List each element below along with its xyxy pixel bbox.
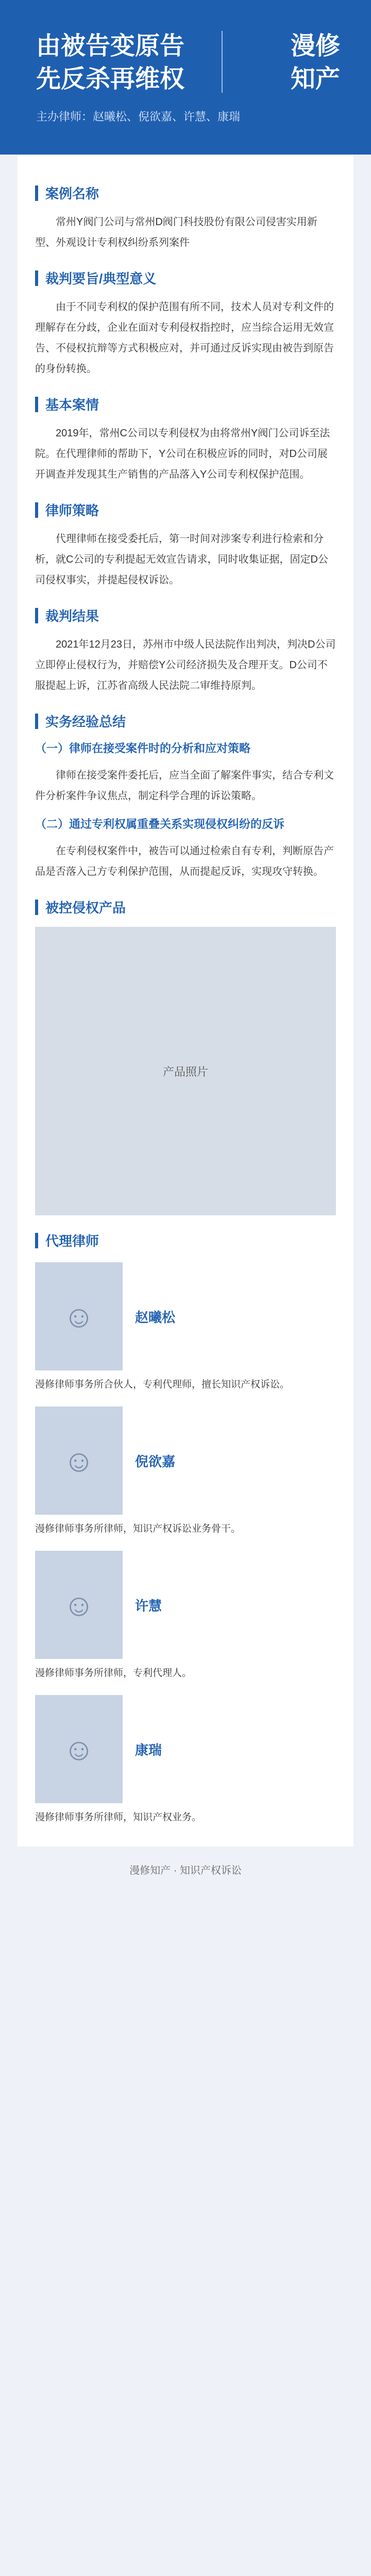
section-title: 实务经验总结 <box>45 714 126 730</box>
header-separator <box>222 31 223 93</box>
footer: 漫修知产 · 知识产权诉讼 <box>129 1865 242 1876</box>
lawyer-name: 许慧 <box>135 1598 162 1614</box>
meaning-text: 由于不同专利权的保护范围有所不同，技术人员对专利文件的理解存在分歧，企业在面对专利侵权指控时，应当综合运用无效宣告、不侵权抗辩等方式积极应对，并可通过反诉实现由被告到原告的身份转换。 <box>35 301 334 375</box>
section-bar <box>35 397 38 412</box>
lawyer-name: 倪欲嘉 <box>135 1453 176 1469</box>
section-photo <box>35 897 336 917</box>
section-title: 被控侵权产品 <box>45 900 126 916</box>
lawyer-desc: 漫修律师事务所律师，知识产权业务。 <box>35 1812 202 1823</box>
page-title <box>36 30 184 96</box>
section-title: 裁判要旨/典型意义 <box>45 271 157 286</box>
experience-subhead-2: （二）通过专利权属重叠关系实现侵权纠纷的反诉 <box>35 818 285 831</box>
photo-label: 产品照片 <box>162 1065 208 1078</box>
avatar: ☺ <box>35 1551 123 1659</box>
lawyer-card <box>35 1551 336 1659</box>
section-strategy <box>35 500 336 519</box>
avatar: ☺ <box>35 1262 123 1370</box>
lawyer-name: 康瑞 <box>135 1742 162 1758</box>
section-bar <box>35 270 38 286</box>
section-title: 案例名称 <box>45 186 99 201</box>
experience-text-2: 在专利侵权案件中，被告可以通过检索自有专利，判断原告产品是否落入己方专利保护范围，从而提起反诉，实现攻守转换。 <box>35 845 334 877</box>
strategy-text: 代理律师在接受委托后，第一时间对涉案专利进行检索和分析，就C公司的专利提起无效宣告请求，同时收集证据，固定D公司侵权事实，并提起侵权诉讼。 <box>35 533 328 586</box>
result-text: 2021年12月23日，苏州市中级人民法院作出判决，判决D公司立即停止侵权行为，并赔偿Y公司经济损失及合理开支。D公司不服提起上诉，江苏省高级人民法院二审维持原判。 <box>35 639 336 691</box>
section-bar <box>35 502 38 518</box>
section-experience <box>35 711 336 731</box>
lawyer-card <box>35 1406 336 1515</box>
section-basic <box>35 395 336 414</box>
experience-text-1: 律师在接受案件委托后，应当全面了解案件事实，结合专利文件分析案件争议焦点，制定科学合理的诉讼策略。 <box>35 770 334 802</box>
lawyer-name: 赵曦松 <box>135 1309 176 1325</box>
content-card <box>18 155 353 1846</box>
section-case-name <box>35 183 336 202</box>
section-bar <box>35 608 38 623</box>
section-bar <box>35 714 38 729</box>
section-bar <box>35 900 38 915</box>
brand-line-2: 知产 <box>290 65 340 93</box>
avatar: ☺ <box>35 1695 123 1803</box>
lawyer-desc: 漫修律师事务所律师，知识产权诉讼业务骨干。 <box>35 1523 241 1534</box>
section-lawyers <box>35 1231 336 1250</box>
case-name-text: 常州Y阀门公司与常州D阀门科技股份有限公司侵害实用新型、外观设计专利权纠纷系列案件 <box>35 216 317 248</box>
experience-subhead-1: （一）律师在接受案件时的分析和应对策略 <box>35 742 251 755</box>
section-title: 代理律师 <box>45 1233 99 1249</box>
title-line-2: 先反杀再维权 <box>36 65 185 93</box>
avatar: ☺ <box>35 1406 123 1515</box>
section-result <box>35 606 336 625</box>
section-title: 裁判结果 <box>45 608 99 624</box>
product-photo <box>35 927 336 1215</box>
lawyer-card <box>35 1262 336 1370</box>
section-title: 基本案情 <box>45 397 99 413</box>
brand-logo <box>291 30 340 96</box>
basic-text: 2019年，常州C公司以专利侵权为由将常州Y阀门公司诉至法院。在代理律师的帮助下，Y公司在积极应诉的同时，对D公司展开调查并发现其生产销售的产品落入Y公司专利权保护范围。 <box>35 428 330 480</box>
lawyer-desc: 漫修律师事务所合伙人，专利代理师，擅长知识产权诉讼。 <box>35 1379 290 1390</box>
lawyer-desc: 漫修律师事务所律师，专利代理人。 <box>35 1668 192 1679</box>
header-banner <box>0 0 371 155</box>
section-title: 律师策略 <box>45 503 99 518</box>
lawyer-card <box>35 1695 336 1803</box>
section-bar <box>35 1233 38 1248</box>
section-meaning <box>35 268 336 287</box>
team-line: 主办律师：赵曦松、倪欲嘉、许慧、康瑞 <box>36 110 241 123</box>
title-line-1: 由被告变原告 <box>36 32 185 60</box>
section-bar <box>35 185 38 201</box>
brand-line-1: 漫修 <box>290 32 340 60</box>
